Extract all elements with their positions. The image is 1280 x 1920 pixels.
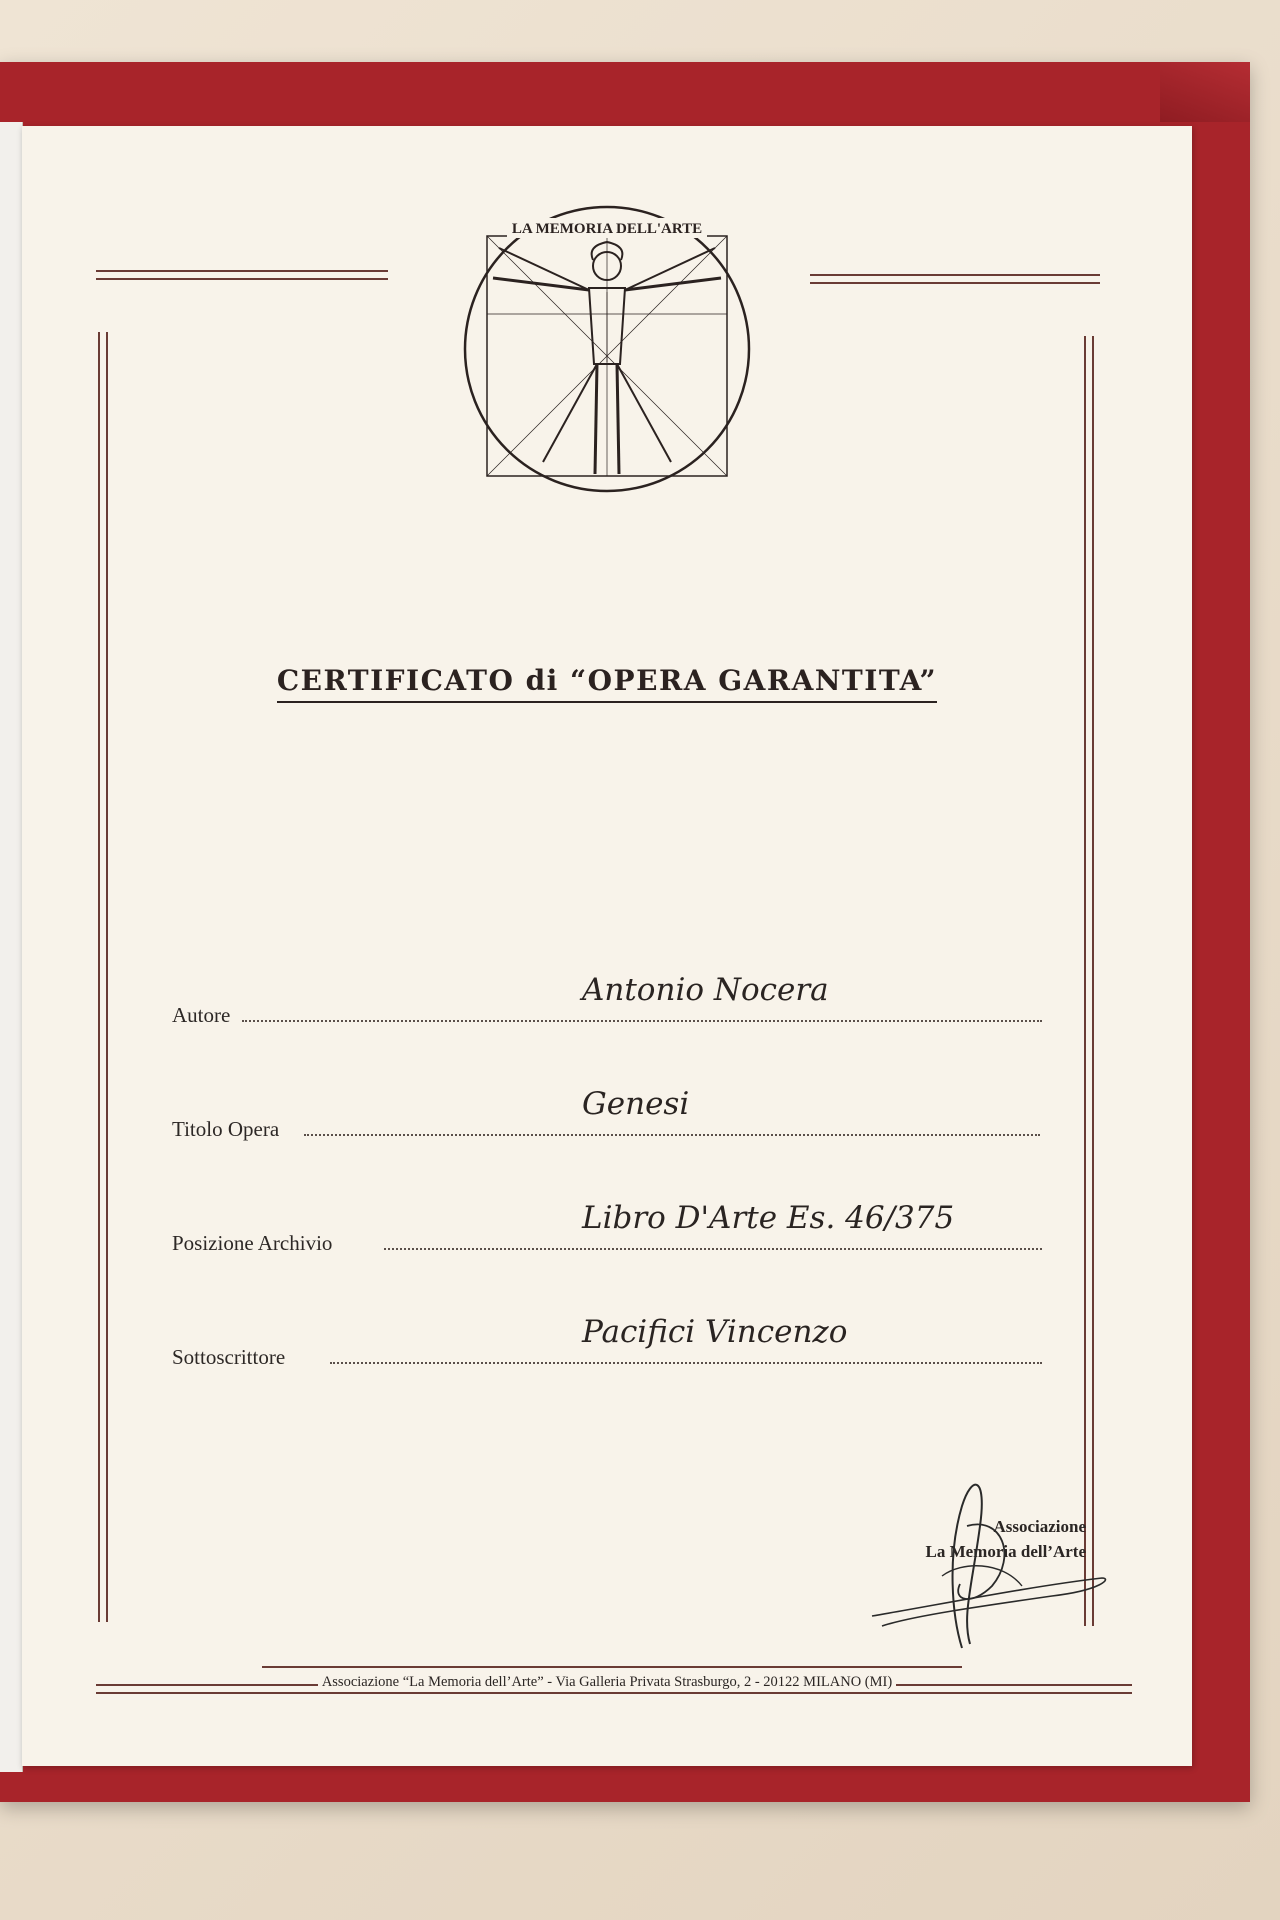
association-stamp [812, 1466, 1122, 1656]
footer-address [22, 1674, 1192, 1691]
field-titolo-opera [172, 1082, 1040, 1142]
folder-inner-page-edge [0, 122, 23, 1772]
field-label: Posizione Archivio [172, 1231, 336, 1256]
folder-corner-flap [1160, 62, 1250, 122]
top-left-rule [96, 270, 388, 280]
stamp-line-1: Associazione [993, 1517, 1086, 1536]
field-posizione-archivio [172, 1196, 1042, 1256]
dotted-line [384, 1248, 1042, 1250]
right-border-rule [1084, 336, 1094, 1626]
field-value: Pacifici Vincenzo [582, 1314, 848, 1350]
dotted-line [242, 1020, 1042, 1022]
field-label: Sottoscrittore [172, 1345, 289, 1370]
association-logo [457, 204, 757, 494]
dotted-line [304, 1134, 1040, 1136]
certificate-title [22, 664, 1192, 703]
stamp-line-2: La Memoria dell’Arte [925, 1542, 1086, 1561]
field-label: Autore [172, 1003, 234, 1028]
footer-rule-top [262, 1666, 962, 1668]
field-value: Libro D'Arte Es. 46/375 [582, 1200, 955, 1236]
top-right-rule [810, 274, 1100, 284]
handwritten-signature-icon [812, 1466, 1122, 1656]
field-label: Titolo Opera [172, 1117, 283, 1142]
field-value: Antonio Nocera [582, 972, 829, 1008]
field-autore [172, 968, 1042, 1028]
certificate-sheet [22, 126, 1192, 1766]
logo-text: LA MEMORIA DELL'ARTE [511, 221, 703, 237]
dotted-line [330, 1362, 1042, 1364]
field-value: Genesi [582, 1086, 690, 1122]
vitruvian-man-icon [457, 204, 757, 494]
left-border-rule [98, 332, 108, 1622]
certificate-title-text: CERTIFICATO di “OPERA GARANTITA” [277, 664, 937, 703]
field-sottoscrittore [172, 1310, 1042, 1370]
footer-address-text: Associazione “La Memoria dell’Arte” - Via Galleria Privata Strasburgo, 2 - 20122 MILANO (MI) [318, 1674, 896, 1690]
